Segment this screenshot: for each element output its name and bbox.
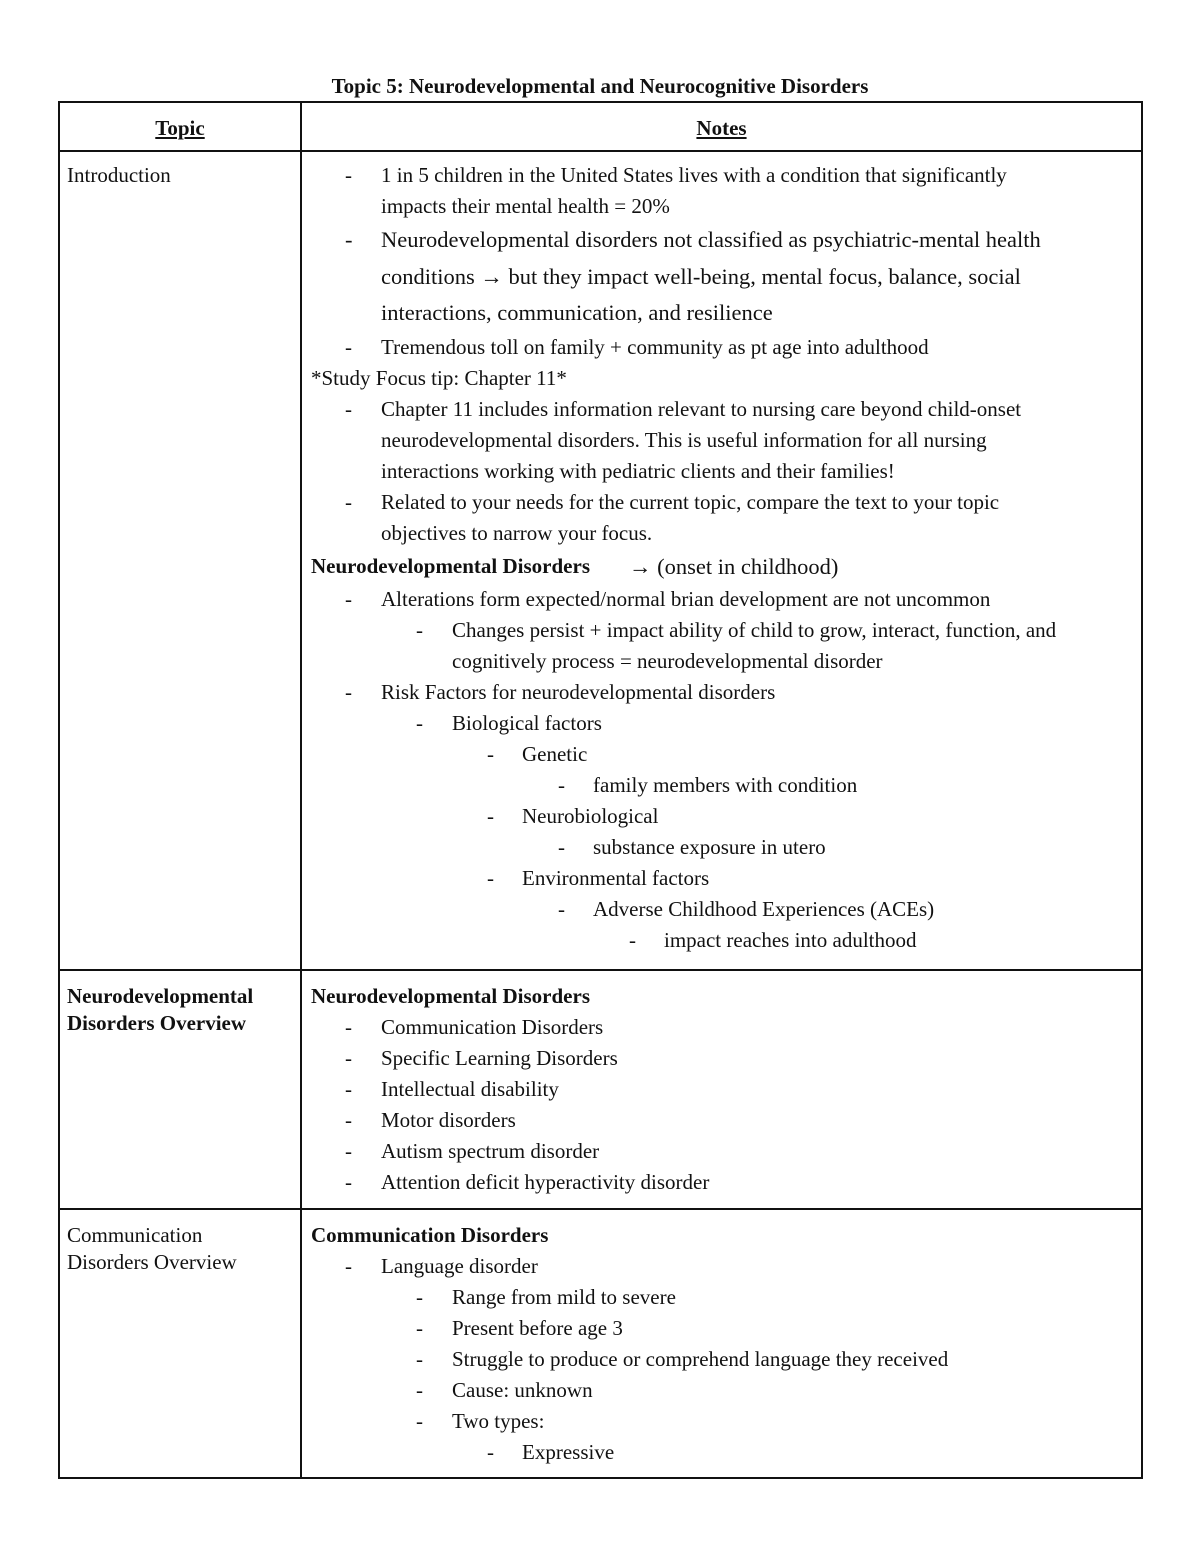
bullet-dash: - — [487, 741, 494, 766]
list-item: - Adverse Childhood Experiences (ACEs) — [311, 894, 1136, 925]
list-item: - Tremendous toll on family + community as pt age into adulthood — [311, 332, 1136, 363]
list-item: - Motor disorders — [311, 1105, 1136, 1136]
list-item: - substance exposure in utero — [311, 832, 1136, 863]
table-border-top — [58, 101, 1143, 103]
column-header-topic: Topic — [155, 116, 205, 140]
bullet-dash: - — [416, 1285, 423, 1309]
bullet-dash: - — [487, 865, 494, 890]
bullet-dash: - — [345, 586, 352, 611]
list-item: - Changes persist + impact ability of child to grow, interact, function, and — [311, 615, 1136, 646]
section-heading: Neurodevelopmental Disorders → (onset in childhood) — [311, 553, 839, 579]
list-item: - Related to your needs for the current topic, compare the text to your topic — [311, 487, 1136, 518]
bullet-dash: - — [345, 1108, 352, 1132]
row-topic-neurodevelopmental-overview: Neurodevelopmental Disorders Overview — [67, 984, 254, 1035]
bullet-dash: - — [345, 1077, 352, 1101]
document-title: Topic 5: Neurodevelopmental and Neurocognitive Disorders — [331, 74, 869, 98]
column-header-notes: Notes — [696, 116, 747, 140]
list-item: - Two types: — [311, 1406, 1136, 1437]
study-focus-tip: *Study Focus tip: Chapter 11* — [311, 365, 567, 390]
list-item: - Language disorder — [311, 1251, 1136, 1282]
list-item: - family members with condition — [311, 770, 1136, 801]
header-divider — [58, 150, 1143, 152]
bullet-dash: - — [345, 1015, 352, 1039]
row-topic-introduction: Introduction — [67, 163, 171, 187]
column-divider — [300, 101, 302, 1479]
bullet-dash: - — [416, 1347, 423, 1371]
list-item: - Environmental factors — [311, 863, 1136, 894]
row-divider-1 — [58, 969, 1143, 971]
bullet-dash: - — [416, 1316, 423, 1340]
bullet-dash: - — [416, 1378, 423, 1402]
table-border-right — [1141, 101, 1143, 1479]
list-item: - Cause: unknown — [311, 1375, 1136, 1406]
bullet-dash: - — [345, 227, 353, 252]
list-item: - Biological factors — [311, 708, 1136, 739]
bullet-dash: - — [345, 1046, 352, 1070]
list-item-continued: interactions working with pediatric clients and their families! — [381, 458, 895, 483]
bullet-dash: - — [345, 334, 352, 359]
bullet-dash: - — [416, 710, 423, 735]
list-item: - Risk Factors for neurodevelopmental disorders — [311, 677, 1136, 708]
list-item: - Neurodevelopmental disorders not classified as psychiatric-mental health — [311, 222, 1136, 259]
section-heading: Communication Disorders — [311, 1223, 549, 1247]
bullet-dash: - — [558, 896, 565, 921]
bullet-dash: - — [416, 617, 423, 642]
list-item: - Autism spectrum disorder — [311, 1136, 1136, 1167]
list-item-continued: neurodevelopmental disorders. This is useful information for all nursing — [381, 427, 987, 452]
bullet-dash: - — [345, 679, 352, 704]
section-heading: Neurodevelopmental Disorders — [311, 984, 590, 1008]
list-item: - Range from mild to severe — [311, 1282, 1136, 1313]
row-topic-communication-overview: Communication Disorders Overview — [67, 1223, 237, 1274]
list-item: - Specific Learning Disorders — [311, 1043, 1136, 1074]
bullet-dash: - — [345, 1170, 352, 1194]
list-item-continued: impacts their mental health = 20% — [381, 194, 670, 218]
list-item: - Alterations form expected/normal brian development are not uncommon — [311, 584, 1136, 615]
notes-neurodevelopmental-overview — [311, 981, 1136, 1198]
bullet-dash: - — [345, 163, 352, 187]
bullet-dash: - — [487, 1440, 494, 1464]
bullet-dash: - — [558, 772, 565, 797]
table-border-bottom — [58, 1477, 1143, 1479]
list-item-continued: interactions, communication, and resilience — [381, 300, 773, 325]
notes-communication-overview — [311, 1220, 1136, 1468]
list-item: - Intellectual disability — [311, 1074, 1136, 1105]
row-divider-2 — [58, 1208, 1143, 1210]
list-item: - Neurobiological — [311, 801, 1136, 832]
list-item: - Struggle to produce or comprehend language they received — [311, 1344, 1136, 1375]
list-item: - impact reaches into adulthood — [311, 925, 1136, 956]
list-item: - Present before age 3 — [311, 1313, 1136, 1344]
bullet-dash: - — [345, 1254, 352, 1278]
list-item: - Genetic — [311, 739, 1136, 770]
bullet-dash: - — [487, 803, 494, 828]
list-item: - Expressive — [311, 1437, 1136, 1468]
list-item: - Attention deficit hyperactivity disorder — [311, 1167, 1136, 1198]
bullet-dash: - — [558, 834, 565, 859]
list-item-continued: cognitively process = neurodevelopmental disorder — [452, 648, 883, 673]
list-item: - 1 in 5 children in the United States lives with a condition that significantly — [311, 160, 1136, 191]
bullet-dash: - — [345, 489, 352, 514]
bullet-dash: - — [345, 396, 352, 421]
bullet-dash: - — [416, 1409, 423, 1433]
table-border-left — [58, 101, 60, 1479]
bullet-dash: - — [345, 1139, 352, 1163]
list-item-continued: objectives to narrow your focus. — [381, 520, 653, 545]
bullet-dash: - — [629, 927, 636, 952]
list-item: - Chapter 11 includes information relevant to nursing care beyond child-onset — [311, 394, 1136, 425]
notes-introduction — [311, 160, 1136, 956]
list-item: - Communication Disorders — [311, 1012, 1136, 1043]
list-item-continued: conditions → but they impact well-being, mental focus, balance, social — [381, 263, 1021, 289]
